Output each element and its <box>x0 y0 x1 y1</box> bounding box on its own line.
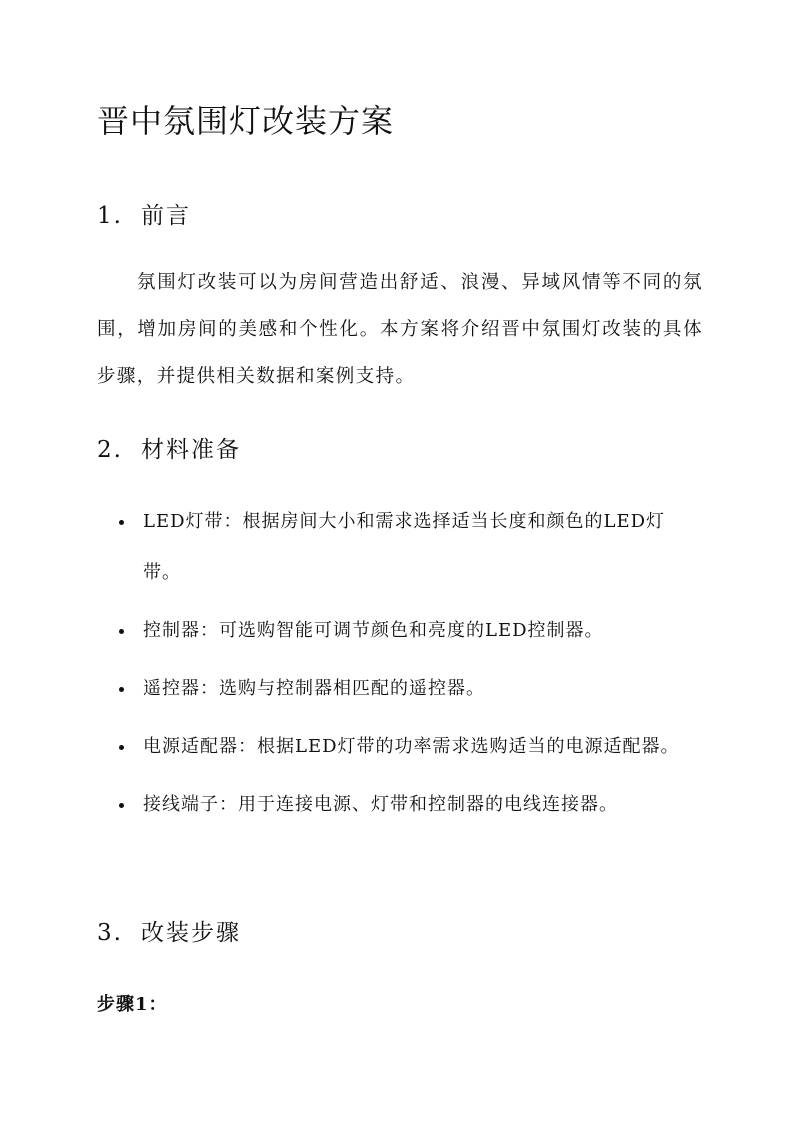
bullet-icon <box>119 520 124 525</box>
list-item-text: LED灯带：根据房间大小和需求选择适当长度和颜色的LED灯带。 <box>143 511 666 583</box>
list-item-led-strip <box>97 496 703 598</box>
section-heading-materials <box>97 431 241 464</box>
list-item-text: 遥控器：选购与控制器相匹配的遥控器。 <box>143 678 485 699</box>
list-item-remote <box>97 663 703 714</box>
list-item-terminals <box>97 779 703 830</box>
bullet-icon <box>119 629 124 634</box>
document-title: 晋中氛围灯改装方案 <box>97 102 395 140</box>
bullet-icon <box>119 745 124 750</box>
list-item-text: 控制器：可选购智能可调节颜色和亮度的LED控制器。 <box>143 620 604 641</box>
section-title: 材料准备 <box>141 437 241 463</box>
section-title: 改装步骤 <box>141 920 241 946</box>
list-item-text: 接线端子：用于连接电源、灯带和控制器的电线连接器。 <box>143 794 618 815</box>
materials-list <box>97 496 703 837</box>
section-number: 3. <box>97 920 123 946</box>
preface-paragraph: 氛围灯改装可以为房间营造出舒适、浪漫、异域风情等不同的氛围，增加房间的美感和个性化。本方案将介绍晋中氛围灯改装的具体步骤，并提供相关数据和案例支持。 <box>97 272 703 387</box>
section-heading-preface <box>97 197 191 230</box>
list-item-controller <box>97 605 703 656</box>
section-title: 前言 <box>141 203 191 229</box>
section-number: 1. <box>97 203 123 229</box>
section-heading-steps <box>97 914 241 947</box>
list-item-text: 电源适配器：根据LED灯带的功率需求选购适当的电源适配器。 <box>143 736 680 757</box>
section-number: 2. <box>97 437 123 463</box>
step-1-label: 步骤1： <box>97 994 168 1015</box>
bullet-icon <box>119 803 124 808</box>
bullet-icon <box>119 687 124 692</box>
list-item-power-adapter <box>97 721 703 772</box>
